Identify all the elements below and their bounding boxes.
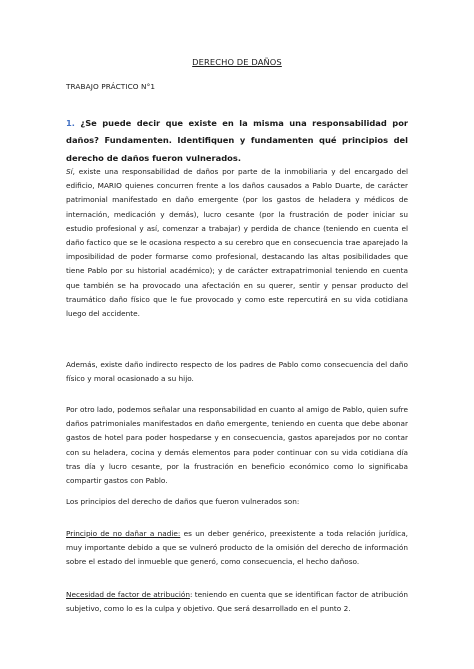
question-text: ¿Se puede decir que existe en la misma una responsabilidad por daños? Fundamenten. Identifiquen y fundamenten qué principios del derecho de daños fueron vulnerados. bbox=[66, 118, 408, 163]
principle-label: Principio de no dañar a nadie: bbox=[66, 529, 181, 538]
question-1 bbox=[66, 115, 408, 167]
paragraph-lead: Sí bbox=[66, 167, 73, 176]
question-number: 1. bbox=[66, 118, 75, 128]
paragraph-factor-atribucion bbox=[66, 588, 408, 616]
paragraph-amigo: Por otro lado, podemos señalar una responsabilidad en cuanto al amigo de Pablo, quien sufre daños patrimoniales manifestados en daño emergente, teniendo en cuenta que debe abonar gastos de hotel para poder hospedarse y en consecuencia, gastos aparejados por no contar con su heladera, cocina y demás elementos para poder continuar con su vida cotidiana día tras día y lucro cesante, por la frustración en beneficio económico como lo significaba compartir gastos con Pablo. bbox=[66, 405, 408, 486]
principle-text: es un deber genérico, preexistente a toda relación jurídica, muy importante debido a que se vulneró producto de la omisión del derecho de información sobre el estado del inmueble que generó, como consecuencia, el hecho dañoso. bbox=[66, 529, 408, 567]
document-subtitle: TRABAJO PRÁCTICO N°1 bbox=[66, 82, 156, 91]
paragraph-principios-intro: Los principios del derecho de daños que fueron vulnerados son: bbox=[66, 497, 300, 506]
paragraph-principio-no-danar bbox=[66, 527, 408, 570]
paragraph-text: , existe una responsabilidad de daños por parte de la inmobiliaria y del encargado del edificio, MARIO quienes concurren frente a los daños causados a Pablo Duarte, de carácter patrimonial manifestado en daño emergente (por los gastos de heladera y médicos de internación, medicación y demás), lucro cesante (por la frustración de poder iniciar su estudio profesional y así, comenzar a trabajar) y perdida de chance (teniendo en cuenta el daño factico que se le ocasiona respecto a su cerebro que en consecuencia trae aparejado la imposibilidad de poder formarse como profesional, destacando las altas posibilidades que tiene Pablo por su historial académico); y de carácter extrapatrimonial teniendo en cuenta que también se ha provocado una afectación en su querer, sentir y pensar producto del traumático daño físico que le fue provocado y como este repercutirá en su vida cotidiana luego del accidente. bbox=[66, 167, 408, 319]
paragraph-dano-indirecto: Además, existe daño indirecto respecto de los padres de Pablo como consecuencia del daño físico y moral ocasionado a su hijo. bbox=[66, 360, 408, 384]
principle-label: Necesidad de factor de atribución bbox=[66, 590, 190, 599]
principle-text: : teniendo en cuenta que se identifican factor de atribución subjetivo, como lo es la culpa y objetivo. Que será desarrollado en el punto 2. bbox=[66, 590, 409, 614]
paragraph-responsabilidad bbox=[66, 165, 408, 321]
document-title: DERECHO DE DAÑOS bbox=[192, 57, 282, 67]
